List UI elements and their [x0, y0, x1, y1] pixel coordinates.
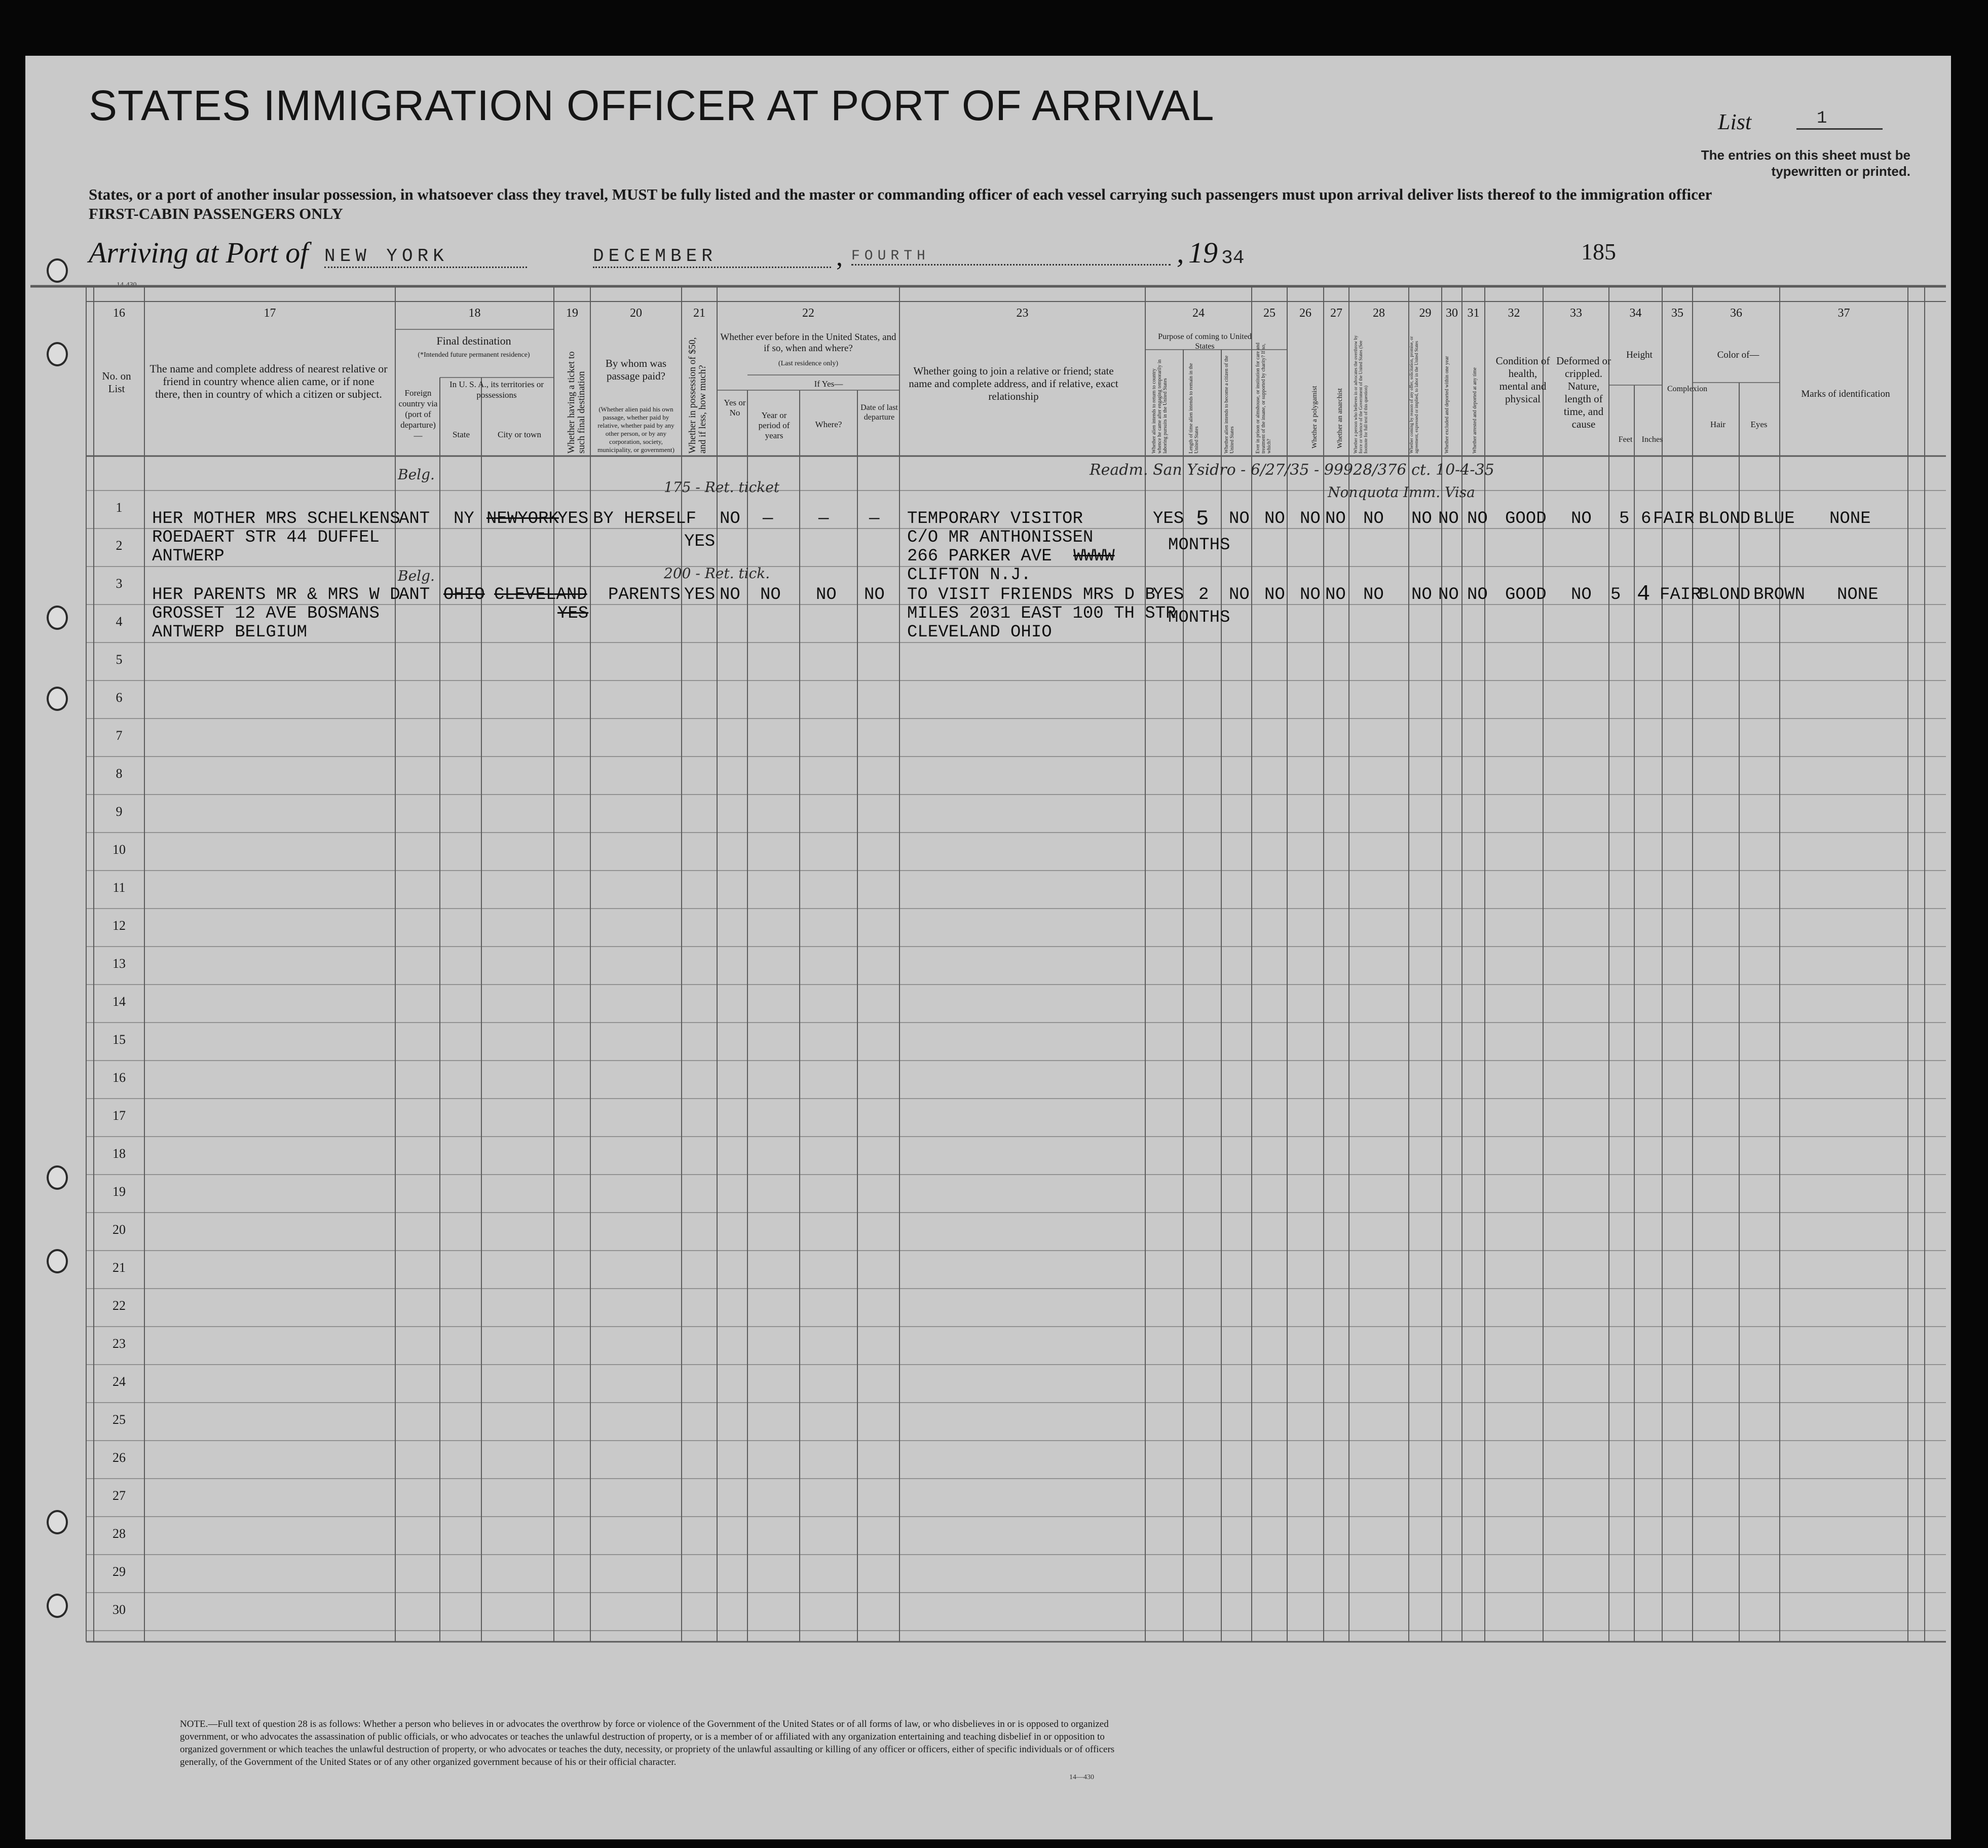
row-number: 7	[116, 728, 123, 743]
header-yes-no: Yes or No	[724, 398, 746, 418]
header-ticket: Whether having a ticket to such final destination	[566, 351, 587, 454]
row-number: 2	[116, 538, 123, 553]
header-purpose: Purpose of coming to United States	[1158, 332, 1252, 351]
column-number: 32	[1508, 307, 1520, 320]
row-number: 13	[112, 956, 126, 971]
header-hair: Hair	[1710, 420, 1726, 429]
row3-q30: NO	[1438, 585, 1459, 605]
row1-deformed: NO	[1571, 509, 1592, 529]
typewritten-notice: The entries on this sheet must be typewritten or printed.	[1701, 147, 1910, 179]
header-inches: Inches	[1641, 435, 1663, 444]
row3-marks: NONE	[1837, 585, 1879, 605]
row-number: 1	[116, 500, 123, 515]
row3-q27: NO	[1325, 585, 1346, 605]
row-number: 30	[112, 1602, 126, 1617]
column-number: 20	[630, 307, 642, 320]
row3-date: NO	[864, 585, 885, 605]
row3-before: NO	[720, 585, 740, 605]
row-number: 6	[116, 690, 123, 705]
row1-inches: 6	[1641, 509, 1652, 529]
row3-purpose-c: NO	[1229, 585, 1250, 605]
row1-where: —	[818, 509, 829, 529]
footer-code: 14—430	[1069, 1774, 1094, 1781]
day-field: FOURTH	[851, 248, 1171, 266]
row3-q26: NO	[1300, 585, 1321, 605]
row-number: 28	[112, 1526, 126, 1541]
header-q29: Whether coming by reason of any offer, solicitation, promise, or agreement, expressed or implied, to labor in the United States	[1409, 336, 1419, 454]
row3-year: NO	[760, 585, 781, 605]
row-number: 5	[116, 652, 123, 667]
header-q28: Whether a person who believes in or advocates the overthrow by force or violence of the Government of the United States (See footnote for full text of this question)	[1353, 335, 1368, 454]
row2-relative: ROEDAERT STR 44 DUFFEL	[152, 528, 380, 547]
column-number: 25	[1263, 307, 1276, 320]
column-number: 29	[1419, 307, 1432, 320]
row3-complexion: FAIR	[1660, 585, 1701, 605]
row1-hair: BLOND	[1699, 509, 1751, 529]
row3-join: TO VISIT FRIENDS MRS D B	[907, 585, 1155, 605]
row2-join-city: CLIFTON N.J.	[907, 565, 1031, 585]
row1-foreign: ANT	[399, 509, 430, 529]
header-fifty: Whether in possession of $50, and if less, how much?	[687, 337, 708, 454]
form-title: STATES IMMIGRATION OFFICER AT PORT OF ARRIVAL	[89, 82, 1215, 129]
cabin-class: FIRST-CABIN PASSENGERS ONLY	[89, 205, 343, 222]
arriving-label: Arriving at Port of	[89, 236, 309, 269]
row1-city: NEWYORK	[486, 509, 559, 529]
column-number: 35	[1671, 307, 1683, 320]
row-number: 14	[112, 994, 126, 1009]
row-number: 3	[116, 576, 123, 591]
row-number: 17	[112, 1108, 126, 1123]
header-city: City or town	[498, 430, 541, 439]
list-label: List	[1718, 109, 1752, 134]
row1-complexion: FAIR	[1653, 509, 1695, 529]
row2-purpose-b: MONTHS	[1168, 536, 1230, 555]
header-eyes: Eyes	[1750, 420, 1768, 429]
row1-ticket: YES	[557, 509, 589, 529]
row-number: 15	[112, 1032, 126, 1047]
row1-before: NO	[720, 509, 740, 529]
row1-relative: HER MOTHER MRS SCHELKENS	[152, 509, 400, 529]
row1-purpose-a: YES	[1153, 509, 1184, 529]
row2-fifty: YES	[684, 532, 716, 551]
handwritten-nonquota: Nonquota Imm. Visa	[1328, 484, 1475, 501]
row3-purpose-a: YES	[1153, 585, 1184, 605]
row-number: 11	[112, 880, 126, 895]
handwritten-money-3: 200 - Ret. tick.	[664, 565, 770, 582]
column-number: 23	[1016, 307, 1029, 320]
row-number: 23	[112, 1336, 126, 1351]
column-number: 24	[1192, 307, 1205, 320]
row-number: 16	[112, 1070, 126, 1085]
row1-state: NY	[454, 509, 474, 529]
row2-join: C/O MR ANTHONISSEN	[907, 528, 1094, 547]
row1-purpose-c: NO	[1229, 509, 1250, 529]
column-number: 31	[1467, 307, 1480, 320]
port-field: NEW YORK	[324, 246, 527, 268]
header-anarchist: Whether an anarchist	[1336, 388, 1344, 448]
column-number: 33	[1570, 307, 1582, 320]
list-number: 1	[1796, 109, 1883, 130]
row3-deformed: NO	[1571, 585, 1592, 605]
form-subtitle: States, or a port of another insular possession, in whatsoever class they travel, MUST be fully listed and the master or commanding officer of each vessel carrying such passengers must upon arrival deliver lists thereof to the immigration officer	[89, 185, 1712, 203]
header-marks: Marks of identification	[1801, 389, 1890, 399]
row-number: 21	[112, 1260, 126, 1275]
row4-relative-city: ANTWERP BELGIUM	[152, 623, 308, 642]
row3-hair: BLOND	[1699, 585, 1751, 605]
header-if-yes: If Yes—	[814, 379, 843, 389]
header-join-relative: Whether going to join a relative or friend; state name and complete address, and if relative, exact relationship	[909, 365, 1118, 402]
header-final-destination-note: (*Intended future permanent residence)	[418, 351, 530, 359]
column-number: 27	[1330, 307, 1342, 320]
header-date-last: Date of last departure	[860, 403, 898, 422]
row2-relative-city: ANTWERP	[152, 547, 224, 566]
row1-q27: NO	[1325, 509, 1346, 529]
row-number: 24	[112, 1374, 126, 1389]
row3-city: CLEVELAND	[494, 585, 587, 605]
row-number: 29	[112, 1564, 126, 1579]
row-number: 19	[112, 1184, 126, 1199]
column-number: 28	[1373, 307, 1385, 320]
row3-inches: 4	[1637, 582, 1651, 607]
year-prefix: 19	[1188, 236, 1218, 269]
column-number: 37	[1837, 307, 1850, 320]
header-in-usa: In U. S. A., its territories or possessions	[449, 380, 544, 400]
row3-state: OHIO	[443, 585, 485, 605]
row3-eyes: BROWN	[1753, 585, 1806, 605]
row3-q28: NO	[1363, 585, 1384, 605]
row4-relative: GROSSET 12 AVE BOSMANS	[152, 604, 380, 623]
row1-q29: NO	[1411, 509, 1432, 529]
row-number: 25	[112, 1412, 126, 1427]
row1-year: —	[763, 509, 773, 529]
row-number: 4	[116, 614, 123, 629]
header-where: Where?	[815, 420, 842, 429]
row3-purpose-b: 2	[1198, 585, 1209, 605]
header-passage-paid: By whom was passage paid?	[605, 357, 667, 382]
row-number: 12	[112, 918, 126, 933]
row-number: 20	[112, 1222, 126, 1237]
column-number: 22	[802, 307, 814, 320]
row-number: 26	[112, 1450, 126, 1465]
row4-join: MILES 2031 EAST 100 TH STR	[907, 604, 1176, 623]
row1-eyes: BLUE	[1753, 509, 1795, 529]
header-prison: Ever in prison or almshouse, or institution for care and treatment of the insane, or supported by charity? If so, which?	[1255, 343, 1272, 454]
header-deformed: Deformed or crippled. Nature, length of time, and cause	[1556, 355, 1611, 430]
row-number: 18	[112, 1146, 126, 1161]
row2-join-struck: WWWW	[1073, 547, 1115, 566]
row1-q30: NO	[1438, 509, 1459, 529]
column-number: 19	[566, 307, 578, 320]
header-final-destination: Final destination	[436, 334, 511, 347]
header-height: Height	[1626, 350, 1653, 360]
row1-purpose-b: 5	[1196, 507, 1209, 531]
row1-date: —	[869, 509, 880, 529]
month-field: DECEMBER	[593, 246, 831, 268]
header-year-period: Year or period of years	[758, 410, 790, 440]
year-suffix: 34	[1221, 247, 1245, 269]
row3-q29: NO	[1411, 585, 1432, 605]
row-number: 9	[116, 804, 123, 819]
column-number: 18	[468, 307, 481, 320]
row-number: 22	[112, 1298, 126, 1313]
header-before-us: Whether ever before in the United States, and if so, when and where?	[720, 332, 896, 354]
row1-q26: NO	[1300, 509, 1321, 529]
header-q31: Whether arrested and deported at any time	[1472, 367, 1478, 454]
row1-join: TEMPORARY VISITOR	[907, 509, 1083, 529]
header-before-us-note: (Last residence only)	[778, 360, 839, 367]
handwritten-money-1: 175 - Ret. ticket	[664, 479, 780, 496]
header-purpose-a: Whether alien intends to return to country whence he came after engaging temporarily in laboring pursuits in the United States	[1151, 359, 1168, 454]
column-number: 30	[1446, 307, 1458, 320]
row1-feet: 5	[1619, 509, 1630, 529]
header-state: State	[453, 430, 470, 439]
row-number: 27	[112, 1488, 126, 1503]
header-foreign-country: Foreign country via (port of departure)—	[398, 388, 438, 440]
handwritten-belg-3: Belg.	[398, 568, 435, 584]
row3-where: NO	[816, 585, 837, 605]
row-number: 8	[116, 766, 123, 781]
column-number: 21	[693, 307, 705, 320]
row1-marks: NONE	[1829, 509, 1871, 529]
row-number: 10	[112, 842, 126, 857]
row2-join-street: 266 PARKER AVE	[907, 547, 1052, 566]
column-number: 34	[1629, 307, 1642, 320]
header-nearest-relative: The name and complete address of nearest relative or friend in country whence alien came, or if none there, then in country of which a citizen or subject.	[149, 362, 388, 400]
footnote-q28: NOTE.—Full text of question 28 is as follows: Whether a person who believes in or advocates the overthrow by force or violence of the Government of the United States or of all forms of law, or who disbelieves in or is opposed to organized government, or who advocates the assassination of public officials, or who advocates or teaches the unlawful destruction of property, or is a member of or affiliated with any organization entertaining and teaching disbelief in or opposition to organized government or which teaches the unlawful destruction of property, or who advocates or teaches the duty, necessity, or propriety of the unlawful assaulting or killing of any officer or officers, either of specific individuals or of officers generally, of the Government of the United States or of any other organized government because of his or their official character.	[180, 1719, 1115, 1767]
form-code: 14-430	[117, 281, 137, 289]
handwritten-readmission: Readm. San Ysidro - 6/27/35 - 99928/376 ct. 10-4-35	[1090, 461, 1494, 479]
header-purpose-c: Whether alien intends to become a citizen of the United States	[1224, 355, 1235, 454]
row1-q25: NO	[1264, 509, 1285, 529]
row3-paid: PARENTS	[608, 585, 681, 605]
handwritten-belg-1: Belg.	[398, 466, 435, 483]
row3-relative: HER PARENTS MR & MRS W D	[152, 585, 400, 605]
header-purpose-b: Length of time alien intends to remain in the United States	[1188, 363, 1199, 454]
row3-fifty: YES	[684, 585, 716, 605]
row3-health: GOOD	[1505, 585, 1547, 605]
header-polygamist: Whether a polygamist	[1311, 386, 1319, 448]
row4-join-city: CLEVELAND OHIO	[907, 623, 1052, 642]
header-complexion: Complexion	[1667, 385, 1708, 393]
row3-feet: 5	[1610, 585, 1621, 605]
column-number: 17	[264, 307, 276, 320]
row1-paid: BY HERSELF	[593, 509, 697, 529]
comma: ,	[1177, 236, 1184, 269]
header-no-on-list: No. on List	[102, 370, 131, 395]
row1-q28: NO	[1363, 509, 1384, 529]
row1-health: GOOD	[1505, 509, 1547, 529]
page-number: 185	[1581, 239, 1616, 265]
column-number: 36	[1730, 307, 1742, 320]
row1-q31: NO	[1467, 509, 1488, 529]
row4-purpose-b: MONTHS	[1168, 608, 1230, 627]
column-number: 26	[1299, 307, 1311, 320]
column-number: 16	[113, 307, 125, 320]
header-feet: Feet	[1618, 435, 1633, 444]
row4-ticket: YES	[557, 604, 589, 623]
header-color-of: Color of—	[1717, 350, 1759, 360]
row3-foreign: ANT	[399, 585, 430, 605]
header-q30: Whether excluded and deported within one year	[1444, 356, 1450, 454]
row3-q25: NO	[1264, 585, 1285, 605]
comma: ,	[836, 243, 843, 272]
row3-q31: NO	[1467, 585, 1488, 605]
header-passage-note: (Whether alien paid his own passage, whether paid by relative, whether paid by any other person, or by any corporation, society, municipality, or government)	[597, 405, 674, 454]
header-health: Condition of health, mental and physical	[1495, 355, 1550, 405]
